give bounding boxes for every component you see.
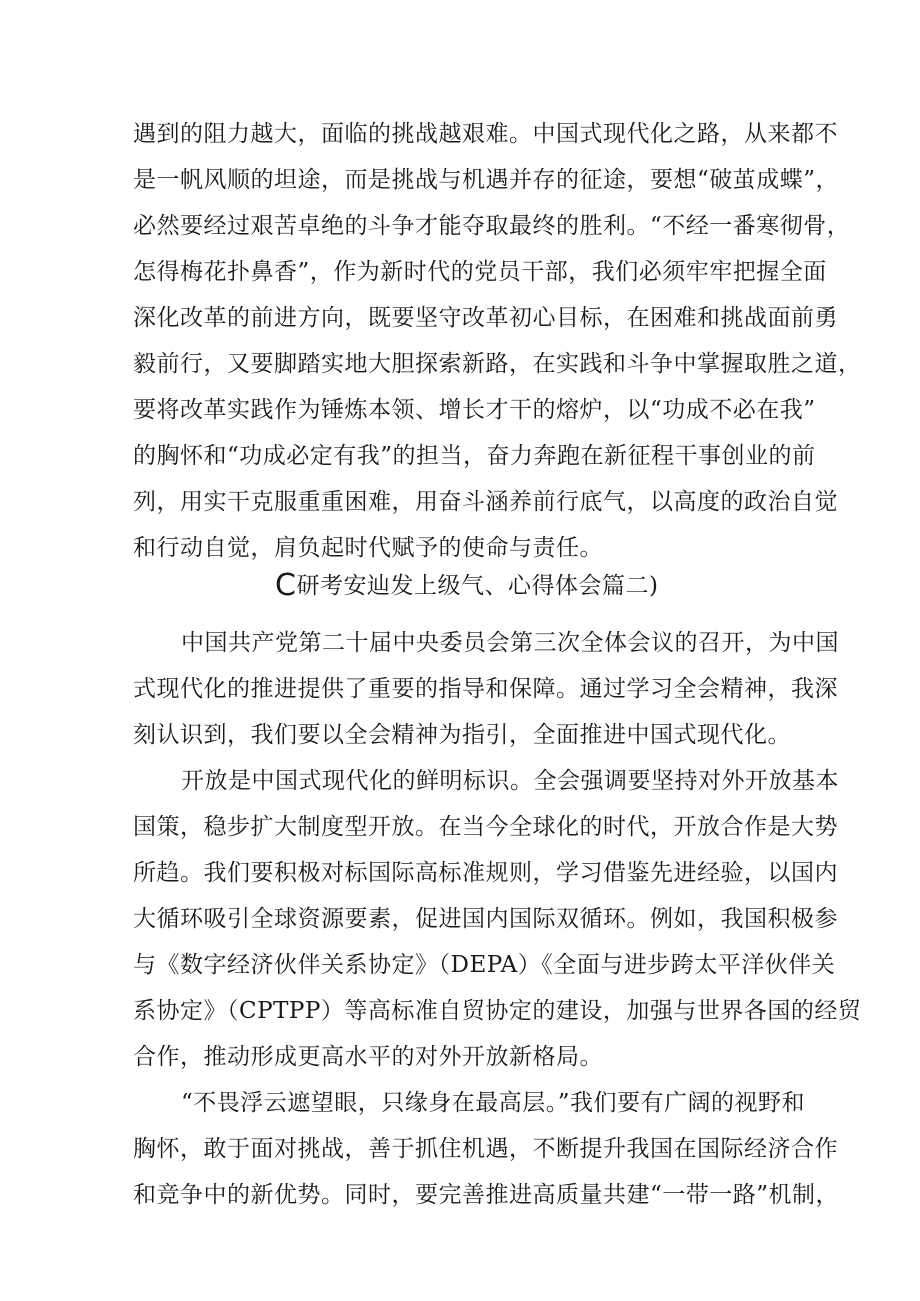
- text-line: 和行动自觉，肩负起时代赋予的使命与责任。: [133, 535, 603, 561]
- section-heading: [275, 566, 658, 606]
- text-line: 胸怀，敢于面对挑战，善于抓住机遇，不断提升我国在国际经济合作: [133, 1136, 838, 1162]
- text-line: 开放是中国式现代化的鲜明标识。全会强调要坚持对外开放基本: [181, 768, 839, 794]
- text-line: 合作，推动形成更高水平的对外开放新格局。: [133, 1044, 603, 1070]
- text-line: 和竞争中的新优势。同时，要完善推进高质量共建“一带一路”机制，: [133, 1182, 840, 1208]
- text-line: 的胸怀和“功成必定有我”的担当，奋力奔跑在新征程干事创业的前: [133, 443, 816, 469]
- text-line: 列，用实干克服重重困难，用奋斗涵养前行底气，以高度的政治自觉: [133, 489, 838, 515]
- text-line: 毅前行，又要脚踏实地大胆探索新路，在实践和斗争中掌握取胜之道，: [133, 351, 862, 377]
- text-line: 怎得梅花扑鼻香”，作为新时代的党员干部，我们必须牢牢把握全面: [133, 259, 827, 285]
- text-line: 必然要经过艰苦卓绝的斗争才能夺取最终的胜利。“不经一番寒彻骨，: [133, 213, 851, 239]
- text-line: 国策，稳步扩大制度型开放。在当今全球化的时代，开放合作是大势: [133, 814, 838, 840]
- text-line: 与《数字经济伙伴关系协定》（DEPA）《全面与进步跨太平洋伙伴关: [133, 952, 836, 978]
- text-line: 系协定》（CPTPP）等高标准自贸协定的建设，加强与世界各国的经贸: [133, 998, 862, 1024]
- text-line: 深化改革的前进方向，既要坚守改革初心目标，在困难和挑战面前勇: [133, 305, 838, 331]
- text-line: 中国共产党第二十届中央委员会第三次全体会议的召开，为中国: [181, 630, 839, 656]
- text-line: 式现代化的推进提供了重要的指导和保障。通过学习全会精神，我深: [133, 676, 838, 702]
- text-line: 遇到的阻力越大，面临的挑战越艰难。中国式现代化之路，从来都不: [133, 121, 838, 147]
- text-line: 是一帆风顺的坦途，而是挑战与机遇并存的征途，要想“破茧成蝶”，: [133, 167, 840, 193]
- heading-text: 研考安辿发上级气、心得体会篇二): [296, 573, 659, 599]
- text-line: “不畏浮云遮望眼，只缘身在最高层。”我们要有广阔的视野和: [181, 1090, 806, 1116]
- text-line: 刻认识到，我们要以全会精神为指引，全面推进中国式现代化。: [133, 722, 791, 748]
- text-line: 要将改革实践作为锤炼本领、增长才干的熔炉，以“功成不必在我”: [133, 397, 816, 423]
- heading-prefix: C: [275, 568, 297, 603]
- text-line: 所趋。我们要积极对标国际高标准规则，学习借鉴先进经验，以国内: [133, 860, 838, 886]
- text-line: 大循环吸引全球资源要素，促进国内国际双循环。例如，我国积极参: [133, 906, 838, 932]
